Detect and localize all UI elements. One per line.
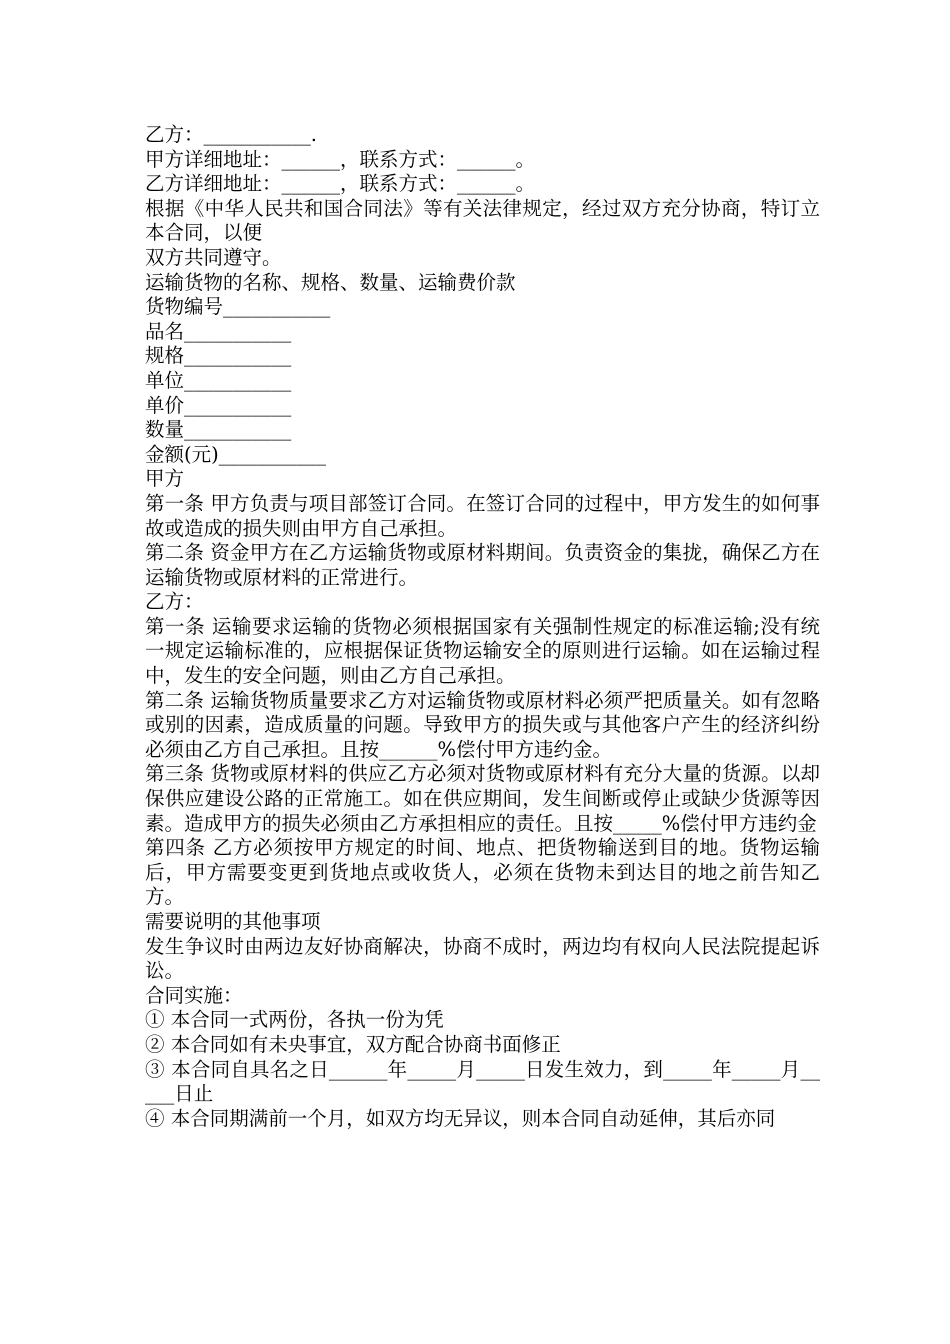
goods-quantity-field: 数量___________	[145, 418, 292, 442]
goods-number-field: 货物编号___________	[145, 295, 331, 319]
party-b-heading: 乙方：	[145, 590, 204, 614]
party-b-article-2: 第二条 运输货物质量要求乙方对运输货物或原材料必须严把质量关。如有忽略或别的因素，造成质量的问题。导致甲方的损失或与其他客户产生的经济纠纷必须由乙方自己承担。且按______%偿付甲方违约金。	[145, 688, 820, 761]
preamble-paragraph: 根据《中华人民共和国合同法》等有关法律规定，经过双方充分协商，特订立本合同，以便	[145, 196, 820, 245]
party-b-article-1: 第一条 运输要求运输的货物必须根据国家有关强制性规定的标准运输;没有统一规定运输标准的，应根据保证货物运输安全的原则进行运输。如在运输过程中，发生的安全问题，则由乙方自己承担。	[145, 614, 820, 688]
party-b-article-4: 第四条 乙方必须按甲方规定的时间、地点、把货物输送到目的地。货物运输后，甲方需要变更到货地点或收货人，必须在货物未到达目的地之前告知乙方。	[145, 836, 820, 909]
party-b-name: 乙方：___________.	[145, 123, 317, 146]
implementation-item-2: ② 本合同如有未央事宜，双方配合协商书面修正	[145, 1032, 561, 1056]
goods-name-field: 品名___________	[145, 319, 292, 343]
party-b-article-3: 第三条 货物或原材料的供应乙方必须对货物或原材料有充分大量的货源。以却保供应建设公路的正常施工。如在供应期间，发生间断或停止或缺少货源等因素。造成甲方的损失必须由乙方承担相应的责任。且按_____%偿付甲方违约金	[145, 762, 820, 835]
other-matters-heading: 需要说明的其他事项	[145, 910, 321, 933]
implementation-item-1: ① 本合同一式两份，各执一份为凭	[145, 1008, 444, 1032]
party-a-address-contact: 甲方详细地址：______，联系方式：______。	[145, 147, 536, 171]
goods-section-heading: 运输货物的名称、规格、数量、运输费价款	[145, 270, 516, 294]
party-b-address-contact: 乙方详细地址：______，联系方式：______。	[145, 172, 536, 196]
party-a-heading: 甲方	[145, 467, 185, 491]
implementation-item-3: ③ 本合同自具名之日______年_____月_____日发生效力，到_____年_____月_____日止	[145, 1057, 820, 1106]
implementation-item-4: ④ 本合同期满前一个月，如双方均无异议，则本合同自动延伸，其后亦同	[145, 1106, 776, 1130]
preamble-continuation: 双方共同遵守。	[145, 245, 282, 269]
goods-spec-field: 规格___________	[145, 344, 292, 368]
party-a-article-2: 第二条 资金甲方在乙方运输货物或原材料期间。负责资金的集拢，确保乙方在运输货物或原材料的正常进行。	[145, 541, 820, 589]
party-a-article-1: 第一条 甲方负责与项目部签订合同。在签订合同的过程中，甲方发生的如何事故或造成的损失则由甲方自己承担。	[145, 491, 820, 540]
goods-amount-field: 金额(元)___________	[145, 442, 326, 466]
dispute-resolution-paragraph: 发生争议时由两边友好协商解决，协商不成时，两边均有权向人民法院提起诉讼。	[145, 934, 820, 983]
contract-document	[145, 123, 820, 1131]
goods-unit-field: 单位___________	[145, 368, 292, 392]
contract-implementation-heading: 合同实施：	[145, 983, 243, 1007]
goods-unit-price-field: 单价___________	[145, 393, 292, 417]
